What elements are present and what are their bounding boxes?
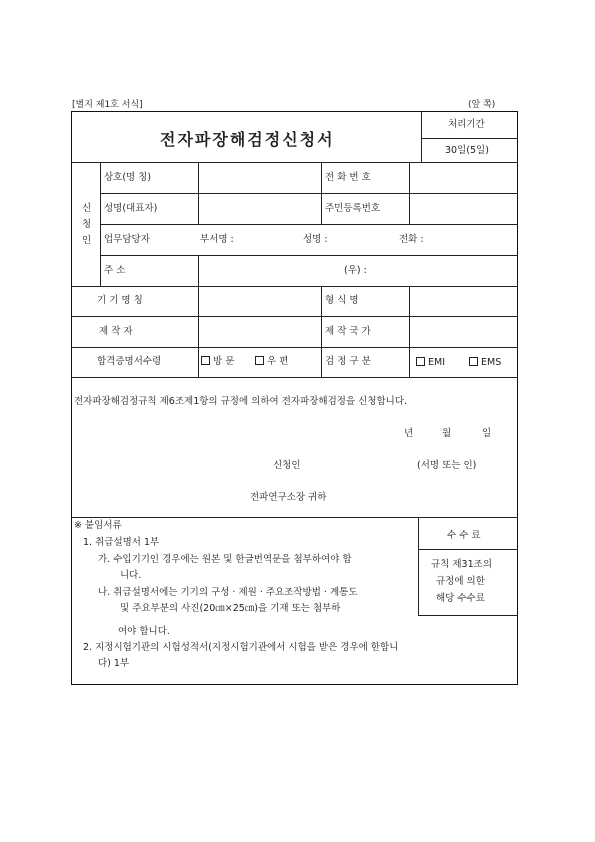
fee-line-1: 규칙 제31조의 [431, 559, 492, 570]
resident-no-label: 주민등록번호 [325, 203, 381, 214]
ems-checkbox[interactable] [469, 357, 478, 366]
applicant-group-1: 신 [82, 203, 92, 214]
recipient-label: 전파연구소장 귀하 [250, 492, 327, 503]
page-side-label: (앞 쪽) [468, 100, 496, 110]
attachment-item-1: 1. 취급설명서 1부 [83, 537, 160, 548]
test-type-label: 검 정 구 분 [325, 356, 371, 367]
emi-checkbox[interactable] [416, 357, 425, 366]
emi-option[interactable]: EMI [416, 357, 445, 369]
maker-label: 제 작 자 [99, 326, 133, 337]
attachment-item-1-na: 나. 취급설명서에는 기기의 구성 · 제원 · 주요조작방법 · 계통도 [98, 587, 358, 598]
fee-line-3: 해당 수수료 [436, 593, 485, 604]
phone-label: 전 화 번 호 [325, 172, 371, 183]
processing-period-value: 30일(5일) [445, 145, 489, 156]
signature-note: (서명 또는 인) [417, 460, 477, 471]
fee-line-2: 규정에 의한 [436, 576, 485, 587]
month-label: 월 [442, 428, 452, 439]
attachment-item-2-cont: 다) 1부 [98, 658, 130, 669]
ems-option[interactable]: EMS [469, 357, 501, 369]
cert-visit-option[interactable]: 방 문 [201, 356, 234, 368]
application-statement: 전자파장해검정규칙 제6조제1항의 규정에 의하여 전자파장해검정을 신청합니다. [74, 396, 408, 407]
staff-label: 업무담당자 [104, 234, 150, 245]
device-name-label: 기 기 명 칭 [97, 295, 143, 306]
applicant-sign-label: 신청인 [273, 460, 301, 471]
staff-phone-label: 전화 : [399, 234, 424, 245]
form-number-label: [별지 제1호 서식] [72, 100, 143, 110]
attachment-item-1-na-cont: 및 주요부분의 사진(20㎝×25㎝)을 기재 또는 첨부하 [120, 603, 341, 614]
attachment-item-1-na-cont2: 여야 합니다. [118, 626, 170, 637]
attachment-item-1-ga-cont: 니다. [120, 570, 142, 581]
certificate-receipt-label: 합격증명서수령 [97, 356, 162, 367]
applicant-group-3: 인 [82, 235, 92, 246]
applicant-group-2: 청 [82, 219, 92, 230]
year-label: 년 [404, 428, 414, 439]
attachment-item-1-ga: 가. 수입기기인 경우에는 원본 및 한글번역문을 첨부하여야 합 [98, 554, 352, 565]
processing-period-label: 처리기간 [448, 119, 485, 130]
dept-label: 부서명 : [200, 234, 234, 245]
form-title: 전자파장해검정신청서 [160, 130, 335, 149]
staff-name-label: 성명 : [303, 234, 328, 245]
postal-label: (우) : [344, 265, 367, 276]
fee-label: 수 수 료 [447, 530, 481, 541]
trade-name-label: 상호(명 칭) [104, 172, 152, 183]
cert-mail-option[interactable]: 우 편 [255, 356, 288, 368]
representative-label: 성명(대표자) [104, 203, 158, 214]
model-name-label: 형 식 명 [325, 295, 359, 306]
attachment-item-2: 2. 지정시험기관의 시험성적서(지정시험기관에서 시험을 받은 경우에 한합니 [83, 642, 399, 653]
attachments-heading: ※ 붙임서류 [74, 520, 122, 531]
day-label: 일 [482, 428, 492, 439]
country-label: 제 작 국 가 [325, 326, 371, 337]
address-label: 주 소 [104, 265, 126, 276]
visit-checkbox[interactable] [201, 356, 210, 365]
mail-checkbox[interactable] [255, 356, 264, 365]
